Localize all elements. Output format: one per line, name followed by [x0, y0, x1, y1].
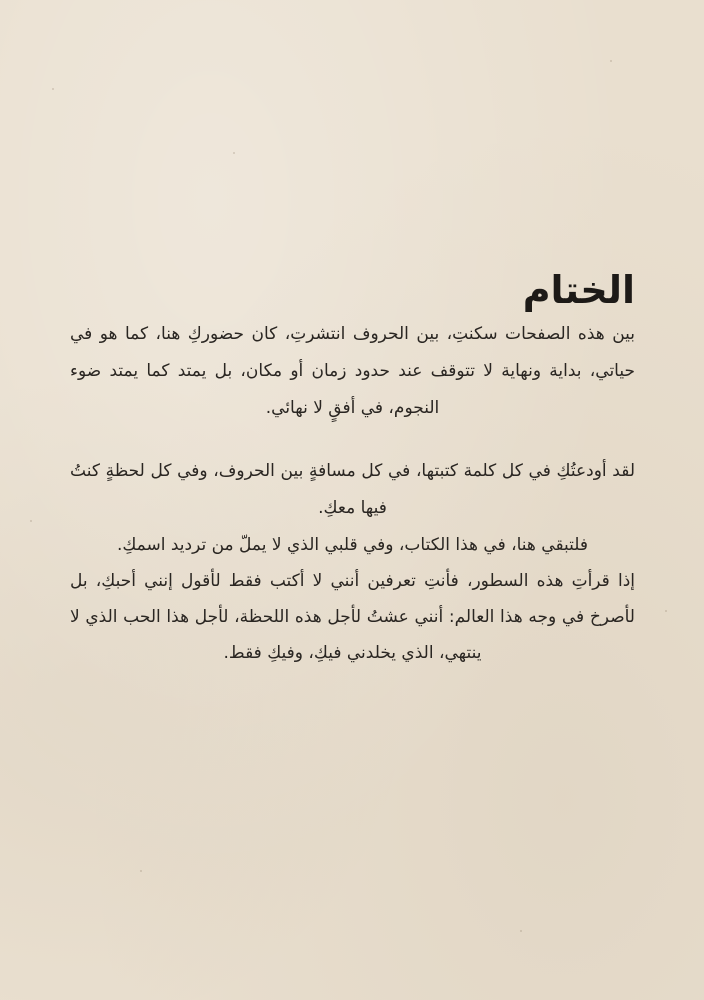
chapter-title: الختام: [522, 268, 635, 312]
paragraph-1: بين هذه الصفحات سكنتِ، بين الحروف انتشرتِ، كان حضوركِ هنا، كما هو في حياتي، بداية ونهاية لا تتوقف عند حدود زمان أو مكان، بل يمتد كما يمتد ضوء النجوم، في أفقٍ لا نهائي.: [70, 324, 635, 418]
paper-speck: [52, 88, 54, 90]
paragraph-2: لقد أودعتُكِ في كل كلمة كتبتها، في كل مسافةٍ بين الحروف، وفي كل لحظةٍ كنتُ فيها معكِ.: [70, 461, 635, 518]
paper-speck: [665, 610, 667, 612]
paper-speck: [520, 930, 522, 932]
paper-speck: [610, 60, 612, 62]
paragraph-3: فلتبقي هنا، في هذا الكتاب، وفي قلبي الذي لا يملّ من ترديد اسمكِ.: [116, 535, 589, 555]
paragraph-4: إذا قرأتِ هذه السطور، فأنتِ تعرفين أنني لا أكتب فقط لأقول إنني أحبكِ، بل لأصرخ في وجه هذا العالم: أنني عشتُ لأجل هذه اللحظة، لأجل هذا الحب الذي لا ينتهي، الذي يخلدني فيكِ، وفيكِ فقط.: [70, 571, 635, 663]
paper-speck: [30, 520, 32, 522]
chapter-content: [70, 268, 635, 671]
paper-speck: [140, 870, 142, 872]
paper-speck: [233, 152, 235, 154]
